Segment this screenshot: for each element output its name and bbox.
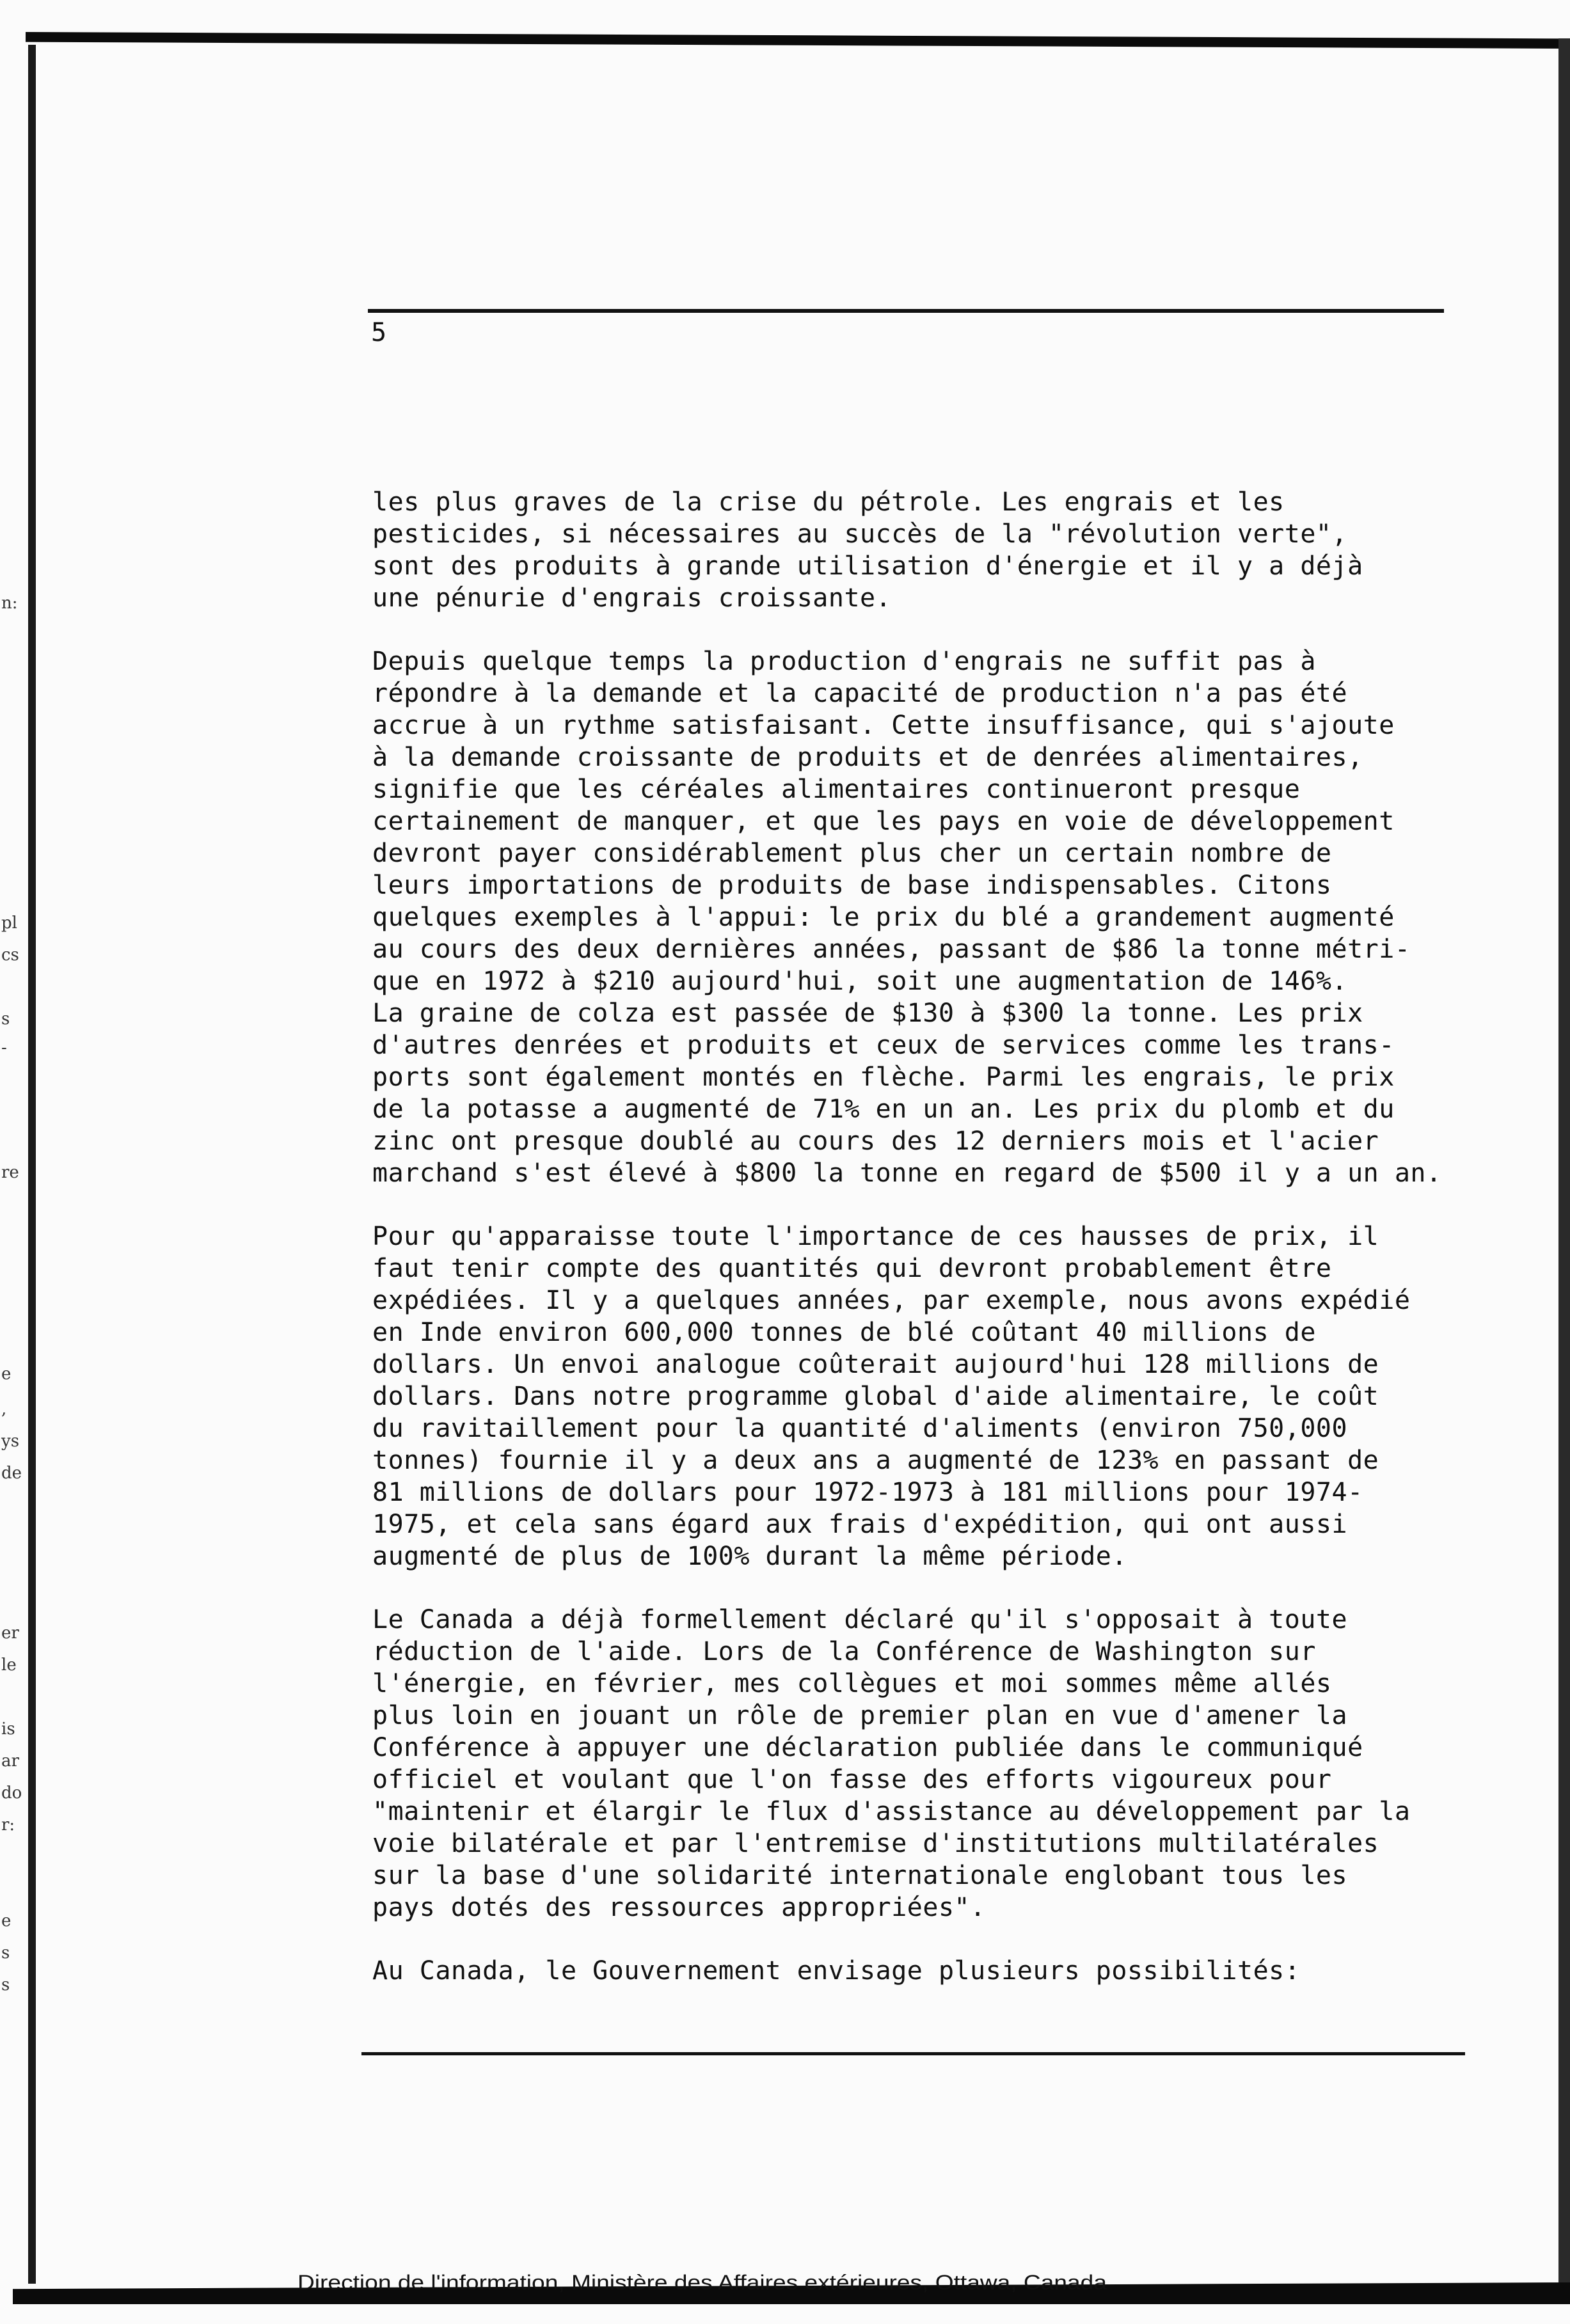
scan-border-top <box>26 32 1570 49</box>
paragraph: Depuis quelque temps la production d'engrais ne suffit pas à répondre à la demande et la capacité de production n'a pas été accrue à un rythme satisfaisant. Cette insuffisance, qui s'ajoute à la demande croissante de produits et de denrées alimentaires, signifie que les céréales alimentaires continueront presque certainement de manquer, et que les pays en voie de développement devront payer considérablement plus cher un certain nombre de leurs importations de produits de base indispensables. Citons quelques exemples à l'appui: le prix du blé a grandement augmenté au cours des deux dernières années, passant de $86 la tonne métri- que en 1972 à $210 aujourd'hui, soit une augmentation de 146%. La graine de colza est passée de $130 à $300 la tonne. Les prix d'autres denrées et produits et ceux de services comme les trans- ports sont également montés en flèche. Parmi les engrais, le prix de la potasse a augmenté de 71% en un an. Les prix du plomb et du zinc ont presque doublé au cours des 12 derniers mois et l'acier marchand s'est élevé à $800 la tonne en regard de $500 il y a un an. <box>372 647 1442 1188</box>
bleed-mark: de <box>1 1464 22 1483</box>
bleed-mark: e <box>1 1911 12 1931</box>
page-number: 5 <box>371 318 387 347</box>
paragraph: les plus graves de la crise du pétrole. Les engrais et les pesticides, si nécessaires au succès de la "révolution verte", sont des produits à grande utilisation d'énergie et il y a déjà une pénurie d'engrais croissante. <box>372 487 1363 613</box>
scan-border-right <box>1558 38 1570 2290</box>
bleed-mark: s <box>1 1009 10 1029</box>
bleed-mark: er <box>1 1624 19 1643</box>
bleed-mark: do <box>1 1783 22 1803</box>
bleed-mark: ys <box>1 1432 20 1451</box>
bleed-mark: n: <box>1 594 18 613</box>
bleed-mark: ar <box>1 1751 19 1771</box>
bleed-mark: is <box>1 1719 15 1739</box>
scan-border-left <box>28 45 36 2284</box>
bleed-mark: re <box>1 1163 19 1182</box>
paragraph: Le Canada a déjà formellement déclaré qu'il s'opposait à toute réduction de l'aide. Lors de la Conférence de Washington sur l'énergie, en février, mes collègues et moi sommes même allés plus loin en jouant un rôle de premier plan en vue d'amener la Conférence à appuyer une déclaration publiée dans le communiqué officiel et voulant que l'on fasse des efforts vigoureux pour "maintenir et élargir le flux d'assistance au développement par la voie bilatérale et par l'entremise d'institutions multilatérales sur la base d'une solidarité internationale englobant tous les pays dotés des ressources appropriées". <box>372 1605 1411 1922</box>
publisher-footer: Direction de l'information, Ministère des Affaires extérieures, Ottawa, Canada <box>297 2271 1107 2294</box>
bleed-mark: cs <box>1 945 19 965</box>
bleed-mark: le <box>1 1656 17 1675</box>
header-rule <box>368 309 1444 313</box>
bleed-mark: pl <box>1 913 17 933</box>
bleed-mark: s <box>1 1943 10 1963</box>
bleed-mark: e <box>1 1364 12 1384</box>
paragraph: Pour qu'apparaisse toute l'importance de ces hausses de prix, il faut tenir compte des quantités qui devront probablement être expédiées. Il y a quelques années, par exemple, nous avons expédié en Inde environ 600,000 tonnes de blé coûtant 40 millions de dollars. Un envoi analogue coûterait aujourd'hui 128 millions de dollars. Dans notre programme global d'aide alimentaire, le coût du ravitaillement pour la quantité d'aliments (environ 750,000 tonnes) fournie il y a deux ans a augmenté de 123% en passant de 81 millions de dollars pour 1972-1973 à 181 millions pour 1974- 1975, et cela sans égard aux frais d'expédition, qui ont aussi augmenté de plus de 100% durant la même période. <box>372 1222 1411 1571</box>
paragraph: Au Canada, le Gouvernement envisage plusieurs possibilités: <box>372 1956 1301 1986</box>
adjacent-page-bleed <box>0 0 28 2324</box>
bleed-mark: r: <box>1 1815 15 1835</box>
bleed-mark: , <box>1 1400 7 1419</box>
bleed-mark: - <box>1 1038 7 1057</box>
footer-rule <box>361 2052 1465 2055</box>
body-text <box>372 486 1460 2018</box>
bleed-mark: s <box>1 1975 10 1995</box>
